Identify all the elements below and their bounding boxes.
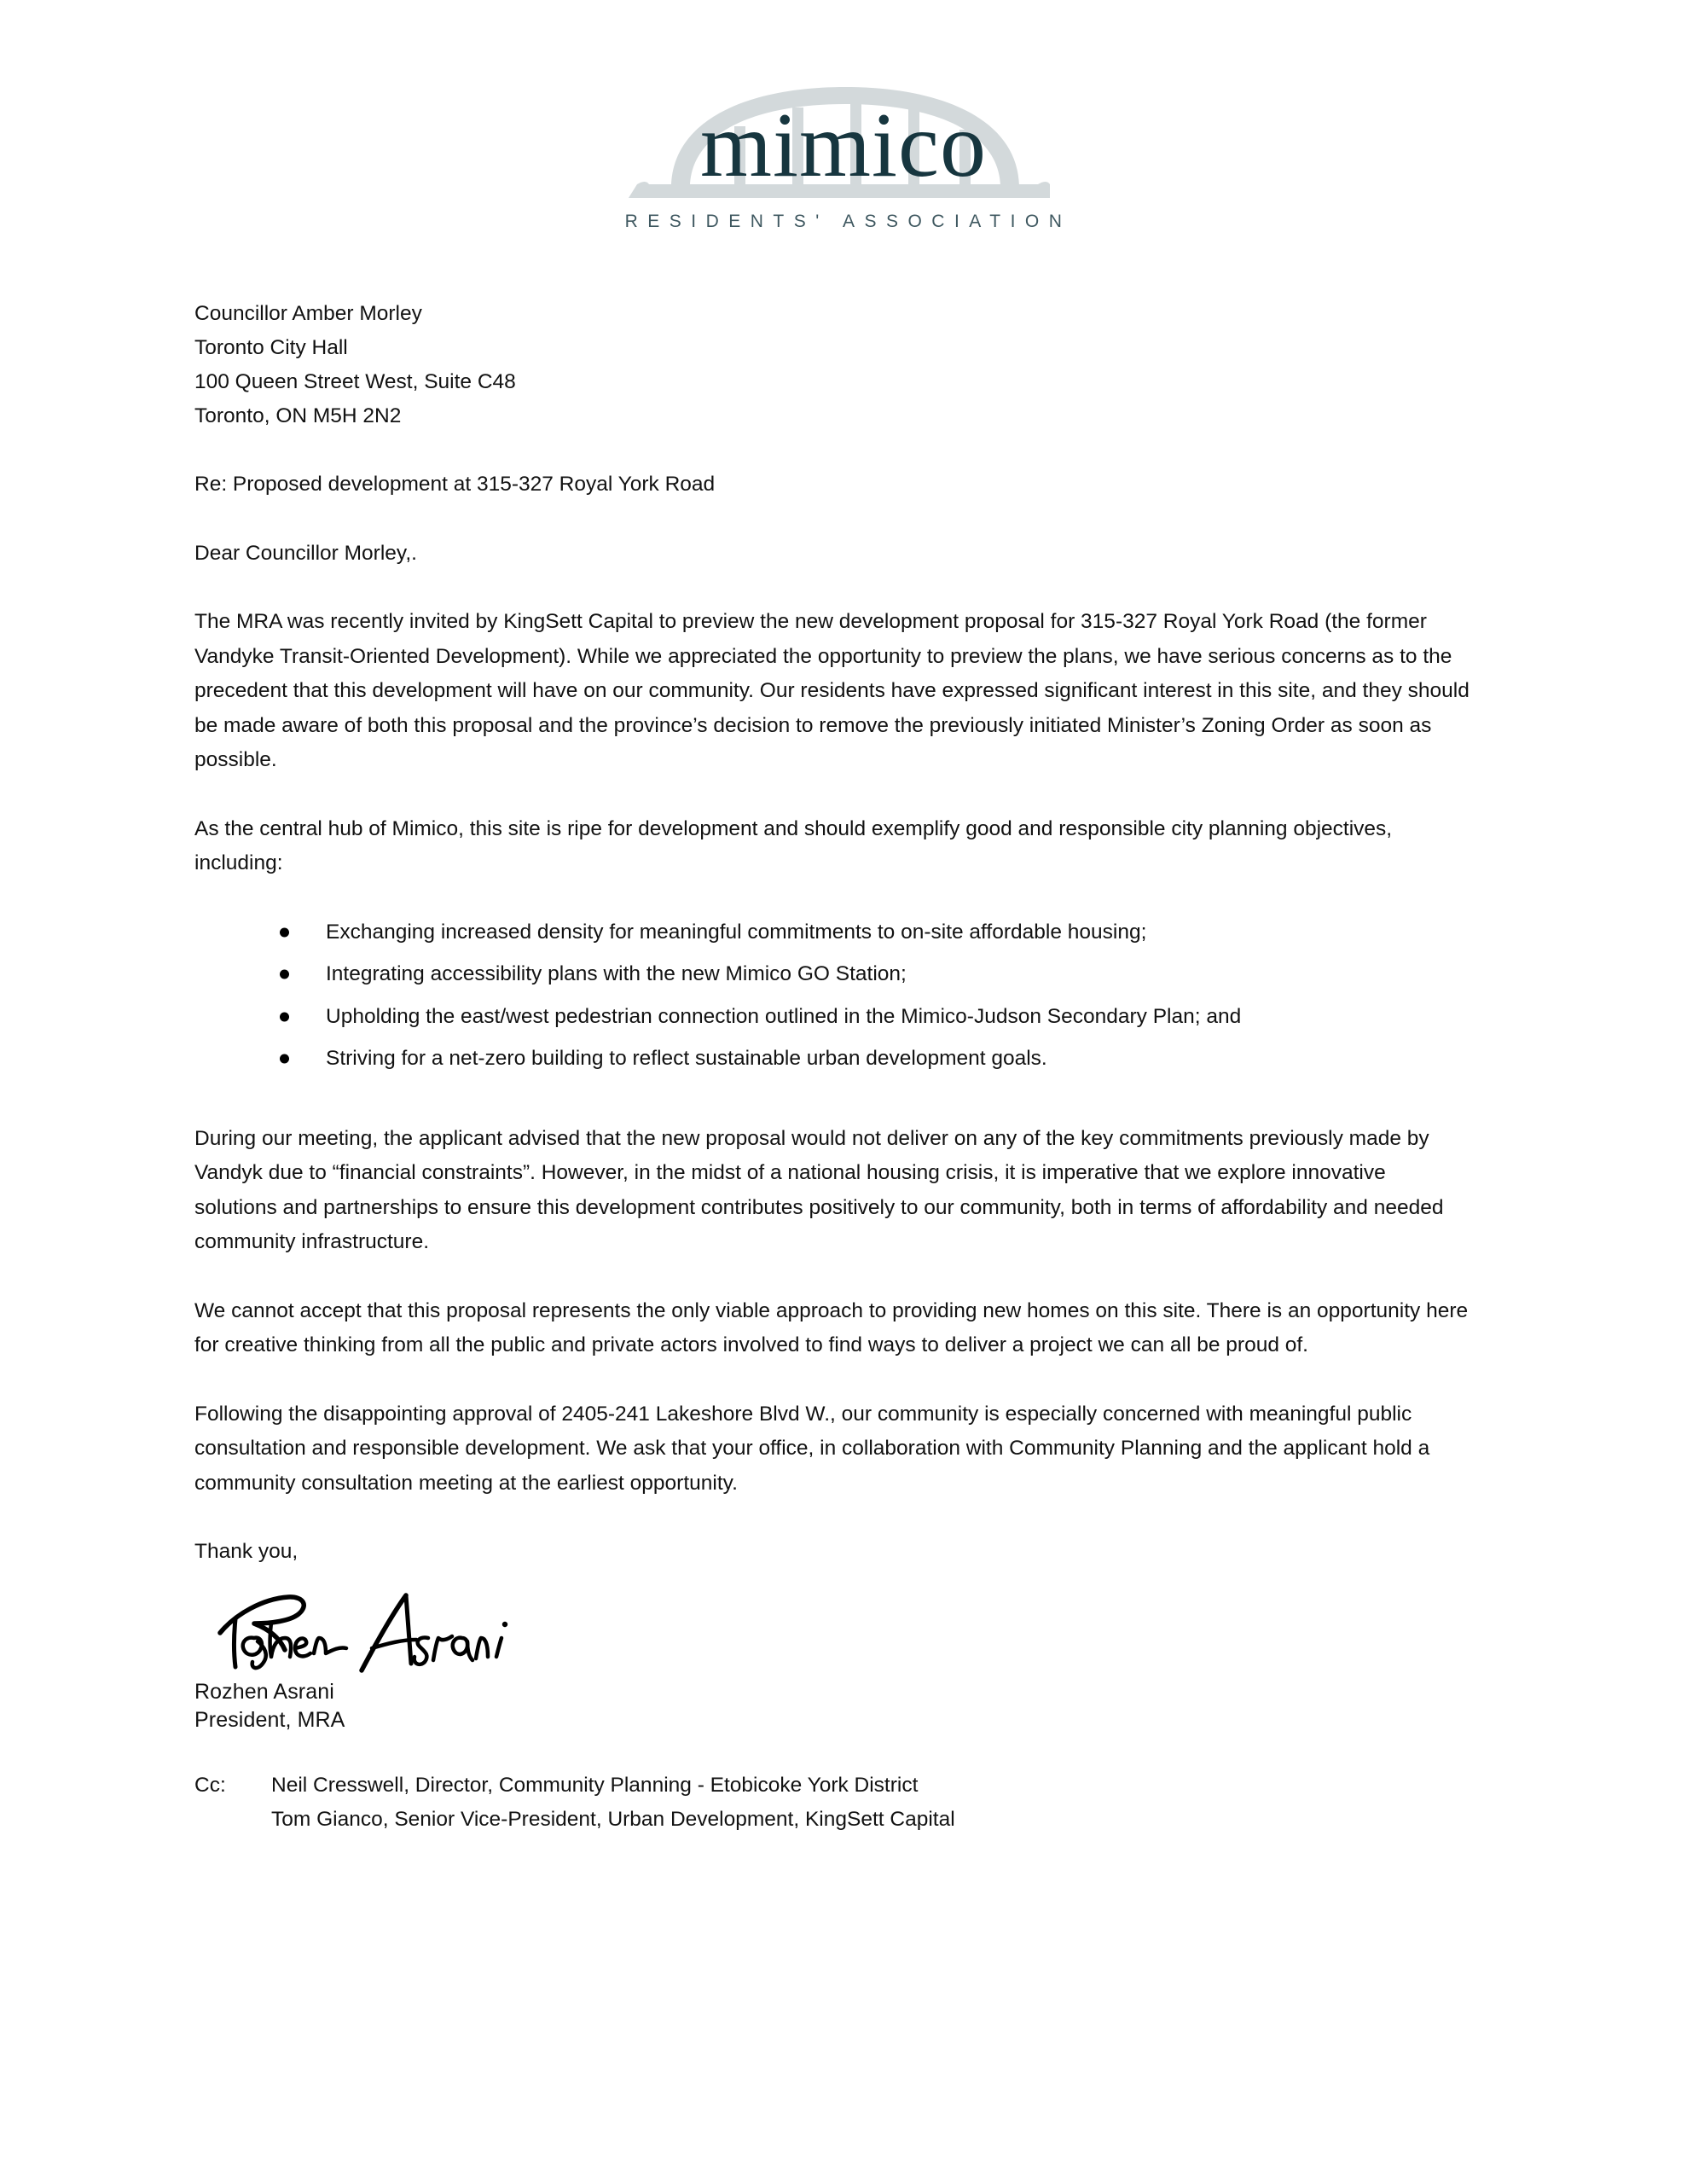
cc-label: Cc: (194, 1773, 226, 1797)
spacer (194, 433, 1474, 468)
list-item-label: Upholding the east/west pedestrian connection outlined in the Mimico-Judson Secondary Plan; and (326, 1004, 1242, 1028)
spacer (194, 502, 1474, 537)
recipient-city: Toronto, ON M5H 2N2 (194, 404, 402, 427)
list-item-label: Striving for a net-zero building to reflect sustainable urban development goals. (326, 1047, 1047, 1070)
objectives-list (194, 915, 1474, 1077)
spacer (194, 1501, 1474, 1535)
spacer (194, 1260, 1474, 1294)
recipient-org: Toronto City Hall (194, 336, 348, 359)
body-paragraph-5: Following the disappointing approval of 2405-241 Lakeshore Blvd W., our community is especially concerned with meaningful public consultation and responsible development. We ask that your office, in collaboration with Community Planning and the applicant hold a community consultation meeting at the earliest opportunity. (194, 1402, 1430, 1495)
list-item (194, 957, 1474, 992)
recipient-name: Councillor Amber Morley (194, 302, 422, 325)
list-item (194, 1000, 1474, 1035)
spacer (194, 1734, 1474, 1769)
logo-subtitle: RESIDENTS' ASSOCIATION (624, 212, 1072, 231)
cc-recipient-1: Neil Cresswell, Director, Community Planning - Etobicoke York District (271, 1773, 919, 1797)
spacer (194, 778, 1474, 812)
closing-line: Thank you, (194, 1540, 299, 1563)
bullet-dot-icon (280, 927, 289, 937)
body-paragraph-1: The MRA was recently invited by KingSett Capital to preview the new development proposal for 315-327 Royal York Road (the former Vandyke Transit-Oriented Development). While we appreciated the opportunity to preview the plans, we have serious concerns as to the precedent that this development will have on our community. Our residents have expressed significant interest in this site, and they should be made aware of both this proposal and the province’s decision to remove the previously initiated Minister’s Zoning Order as soon as possible. (194, 610, 1470, 771)
handwritten-signature-icon (210, 1589, 517, 1678)
spacer (194, 881, 1474, 915)
logo-wordmark: mimico (700, 95, 987, 196)
body-paragraph-3: During our meeting, the applicant advised that the new proposal would not deliver on any of the key commitments previously made by Vandyk due to “financial constraints”. However, in the midst of a national housing crisis, it is imperative that we explore innovative solutions and partnerships to ensure this development contributes positively to our community, both in terms of affordability and needed community infrastructure. (194, 1126, 1444, 1253)
bullet-dot-icon (280, 970, 289, 979)
subject-line: Re: Proposed development at 315-327 Royal York Road (194, 473, 716, 496)
spacer (194, 1084, 1474, 1122)
list-item-label: Integrating accessibility plans with the new Mimico GO Station; (326, 962, 907, 985)
body-paragraph-2: As the central hub of Mimico, this site is ripe for development and should exemplify good and responsible city planning objectives, including: (194, 816, 1393, 874)
signer-name: Rozhen Asrani (194, 1679, 334, 1704)
cc-block (194, 1769, 1474, 1837)
list-item (194, 915, 1474, 950)
salutation: Dear Councillor Morley,. (194, 541, 417, 565)
recipient-address-block (194, 297, 1474, 433)
bullet-dot-icon (280, 1012, 289, 1021)
bullet-dot-icon (280, 1054, 289, 1064)
mra-logo (545, 82, 1142, 210)
list-item (194, 1042, 1474, 1077)
signer-title: President, MRA (194, 1707, 345, 1732)
list-item-label: Exchanging increased density for meaningful commitments to on-site affordable housing; (326, 920, 1147, 944)
spacer (194, 571, 1474, 605)
letter-content (194, 297, 1474, 1837)
cc-row (194, 1769, 1474, 1803)
cc-recipient-2: Tom Gianco, Senior Vice-President, Urban Development, KingSett Capital (271, 1807, 955, 1831)
body-paragraph-4: We cannot accept that this proposal represents the only viable approach to providing new homes on this site. There is an opportunity here for creative thinking from all the public and private actors involved to find ways to deliver a project we can all be proud of. (194, 1298, 1469, 1356)
signature-block (194, 1589, 1474, 1734)
spacer (194, 1363, 1474, 1397)
recipient-street: 100 Queen Street West, Suite C48 (194, 370, 516, 393)
letterhead (0, 82, 1687, 270)
